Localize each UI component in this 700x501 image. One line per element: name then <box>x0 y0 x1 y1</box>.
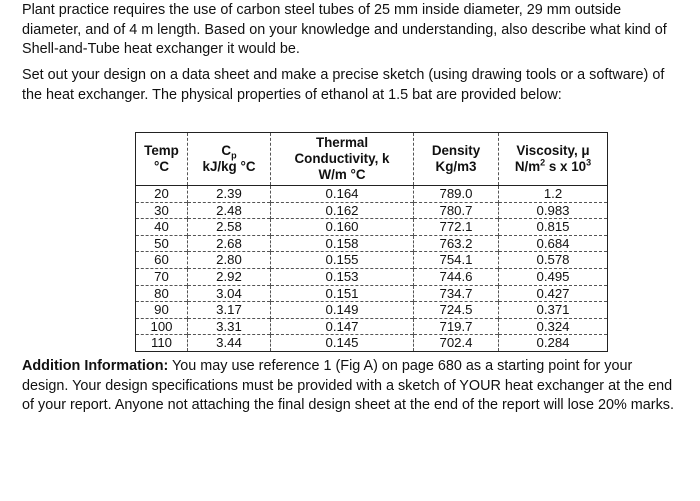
cell-cp: 2.48 <box>188 202 271 219</box>
cell-viscosity: 0.983 <box>499 202 608 219</box>
cell-conductivity: 0.158 <box>271 235 414 252</box>
cell-cp: 2.39 <box>188 186 271 203</box>
cell-conductivity: 0.151 <box>271 285 414 302</box>
addition-info-paragraph <box>22 357 682 416</box>
table-row <box>136 268 608 285</box>
cell-temp: 50 <box>136 235 188 252</box>
cell-temp: 40 <box>136 219 188 236</box>
header-conductivity: Thermal Conductivity, k W/m °C <box>271 133 414 186</box>
table-row <box>136 186 608 203</box>
cell-temp: 80 <box>136 285 188 302</box>
cell-cp: 3.04 <box>188 285 271 302</box>
cell-density: 763.2 <box>414 235 499 252</box>
cell-temp: 100 <box>136 318 188 335</box>
table-header-row <box>136 133 608 186</box>
cell-density: 724.5 <box>414 302 499 319</box>
cell-cp: 2.58 <box>188 219 271 236</box>
cell-density: 780.7 <box>414 202 499 219</box>
cell-cp: 3.17 <box>188 302 271 319</box>
table-row <box>136 285 608 302</box>
addition-info-label: Addition Information: <box>22 358 169 374</box>
header-density: Density Kg/m3 <box>414 133 499 186</box>
cell-conductivity: 0.153 <box>271 268 414 285</box>
intro-paragraph: Plant practice requires the use of carbon steel tubes of 25 mm inside diameter, 29 mm outside diameter, and of 4 m length. Based on your knowledge and understanding, also describe what kind of Shell-and-Tube heat exchanger it would be. <box>22 2 667 57</box>
cell-conductivity: 0.149 <box>271 302 414 319</box>
cell-cp: 2.80 <box>188 252 271 269</box>
cell-conductivity: 0.145 <box>271 335 414 352</box>
cell-cp: 3.31 <box>188 318 271 335</box>
cell-viscosity: 0.578 <box>499 252 608 269</box>
header-temp: Temp °C <box>144 143 179 174</box>
cell-viscosity: 0.284 <box>499 335 608 352</box>
cell-viscosity: 0.427 <box>499 285 608 302</box>
cell-temp: 70 <box>136 268 188 285</box>
header-viscosity: Viscosity, μ $N/m^2$ s x $10^3$ <box>499 133 608 186</box>
cell-viscosity: 1.2 <box>499 186 608 203</box>
table-row <box>136 235 608 252</box>
cell-cp: 2.92 <box>188 268 271 285</box>
cell-density: 702.4 <box>414 335 499 352</box>
cell-temp: 90 <box>136 302 188 319</box>
cell-viscosity: 0.815 <box>499 219 608 236</box>
cell-temp: 110 <box>136 335 188 352</box>
cell-density: 772.1 <box>414 219 499 236</box>
cell-conductivity: 0.164 <box>271 186 414 203</box>
table-row <box>136 335 608 352</box>
cell-cp: 2.68 <box>188 235 271 252</box>
cell-conductivity: 0.160 <box>271 219 414 236</box>
cell-cp: 3.44 <box>188 335 271 352</box>
cell-density: 734.7 <box>414 285 499 302</box>
cell-conductivity: 0.147 <box>271 318 414 335</box>
cell-density: 754.1 <box>414 252 499 269</box>
ethanol-properties-table <box>135 132 608 352</box>
cell-density: 789.0 <box>414 186 499 203</box>
cell-viscosity: 0.371 <box>499 302 608 319</box>
table-body <box>136 186 608 352</box>
cell-viscosity: 0.684 <box>499 235 608 252</box>
cell-conductivity: 0.155 <box>271 252 414 269</box>
table-row <box>136 302 608 319</box>
table-row <box>136 219 608 236</box>
cell-density: 744.6 <box>414 268 499 285</box>
addition-info-text: You may use reference 1 (Fig A) on page 680 as a starting point for your design. Your design specifications must be provided with a sketch of YOUR heat exchanger at the end of your report. Anyone not attaching the final design sheet at the end of the report will lose 20% marks. <box>22 358 674 413</box>
table-row <box>136 202 608 219</box>
cell-viscosity: 0.495 <box>499 268 608 285</box>
cell-temp: 30 <box>136 202 188 219</box>
cell-conductivity: 0.162 <box>271 202 414 219</box>
cell-viscosity: 0.324 <box>499 318 608 335</box>
cell-density: 719.7 <box>414 318 499 335</box>
cell-temp: 60 <box>136 252 188 269</box>
table-row <box>136 252 608 269</box>
header-cp: $C_p$ kJ/kg °C <box>188 133 271 186</box>
cell-temp: 20 <box>136 186 188 203</box>
table-row <box>136 318 608 335</box>
instructions-paragraph: Set out your design on a data sheet and make a precise sketch (using drawing tools or a software) of the heat exchanger. The physical properties of ethanol at 1.5 bat are provided below: <box>22 67 665 103</box>
